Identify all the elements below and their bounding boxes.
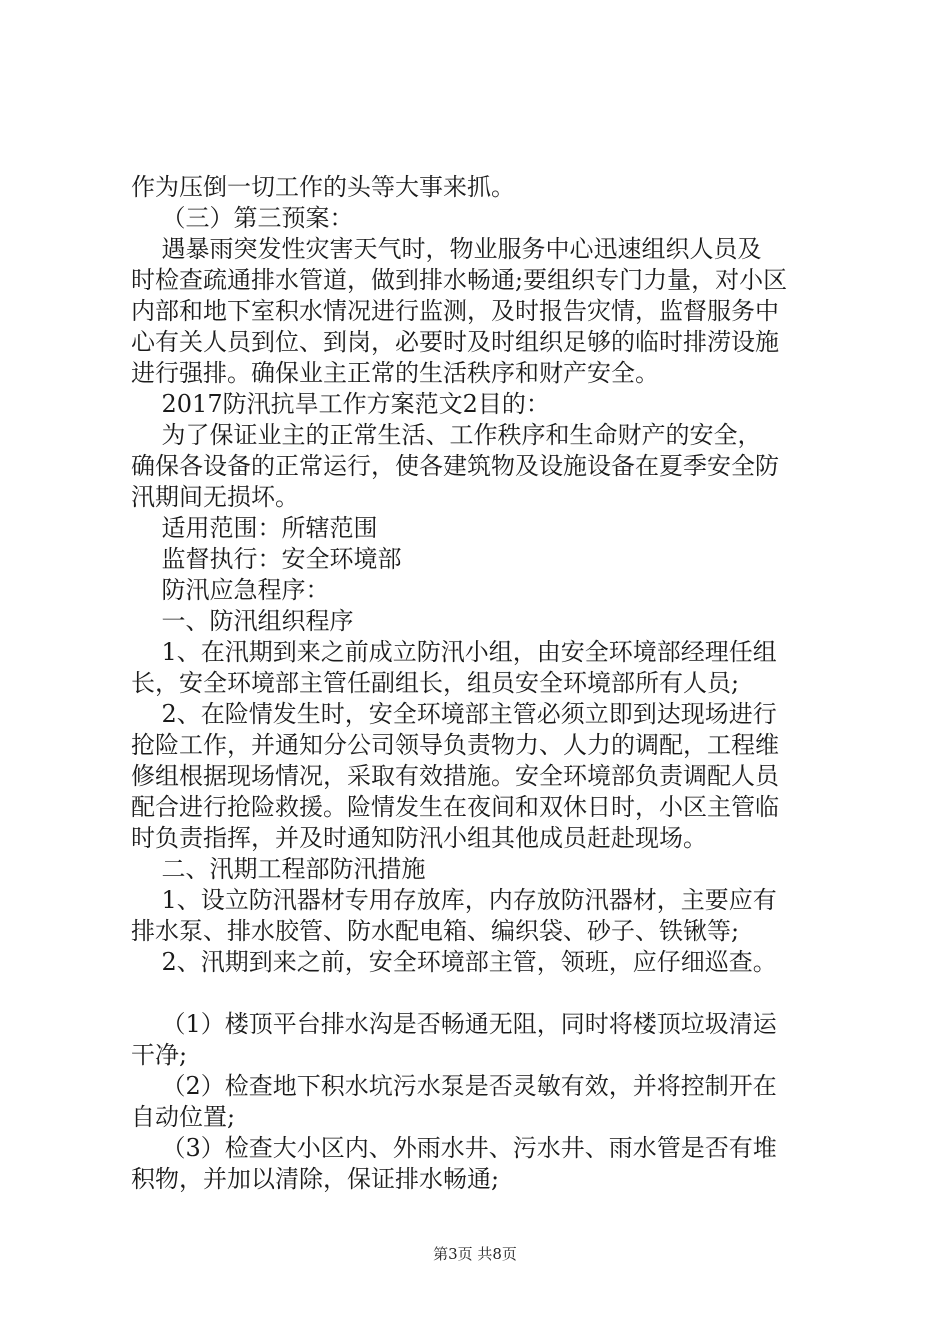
document-line: 遇暴雨突发性灾害天气时，物业服务中心迅速组织人员及 [131,235,762,263]
document-line: 时检查疏通排水管道，做到排水畅通;要组织专门力量，对小区 [131,266,788,294]
document-line: 防汛应急程序： [131,576,330,604]
document-line: 汛期间无损坏。 [131,483,299,511]
document-body [131,172,831,1195]
document-line: 监督执行：安全环境部 [131,545,402,573]
page-footer: 第3页 共8页 [433,1245,517,1263]
document-line: 确保各设备的正常运行，使各建筑物及设施设备在夏季安全防 [131,452,779,480]
document-line: 适用范围：所辖范围 [131,514,378,542]
document-line: 一、防汛组织程序 [131,607,354,635]
document-line: （三）第三预案： [131,204,354,232]
document-line: 长，安全环境部主管任副组长，组员安全环境部所有人员; [131,669,740,697]
document-line: 自动位置; [131,1103,236,1131]
document-line: 修组根据现场情况，采取有效措施。安全环境部负责调配人员 [131,762,779,790]
document-line: （3）检查大小区内、外雨水井、污水井、雨水管是否有堆 [131,1134,777,1162]
document-line: （1）楼顶平台排水沟是否畅通无阻，同时将楼顶垃圾清运 [131,1010,777,1038]
document-line: 抢险工作，并通知分公司领导负责物力、人力的调配，工程维 [131,731,779,759]
document-line: 二、汛期工程部防汛措施 [131,855,426,883]
document-line [131,978,831,1009]
document-line: 排水泵、排水胶管、防水配电箱、编织袋、砂子、铁锹等; [131,917,740,945]
document-line: 时负责指挥，并及时通知防汛小组其他成员赶赴现场。 [131,824,707,852]
document-line: 2、汛期到来之前，安全环境部主管，领班，应仔细巡查。 [131,948,777,976]
document-line: 内部和地下室积水情况进行监测，及时报告灾情，监督服务中 [131,297,779,325]
document-line: 作为压倒一切工作的头等大事来抓。 [131,173,515,201]
document-line: （2）检查地下积水坑污水泵是否灵敏有效，并将控制开在 [131,1072,777,1100]
document-line: 1、设立防汛器材专用存放库，内存放防汛器材，主要应有 [131,886,777,914]
document-line: 2、在险情发生时，安全环境部主管必须立即到达现场进行 [131,700,777,728]
document-line: 2017防汛抗旱工作方案范文2目的： [131,390,550,418]
document-line: 心有关人员到位、到岗，必要时及时组织足够的临时排涝设施 [131,328,779,356]
document-line: 积物，并加以清除，保证排水畅通; [131,1165,500,1193]
document-line: 干净; [131,1041,188,1069]
document-line: 配合进行抢险救援。险情发生在夜间和双休日时，小区主管临 [131,793,779,821]
document-line: 进行强排。确保业主正常的生活秩序和财产安全。 [131,359,659,387]
document-line: 1、在汛期到来之前成立防汛小组，由安全环境部经理任组 [131,638,777,666]
document-line: 为了保证业主的正常生活、工作秩序和生命财产的安全， [131,421,762,449]
